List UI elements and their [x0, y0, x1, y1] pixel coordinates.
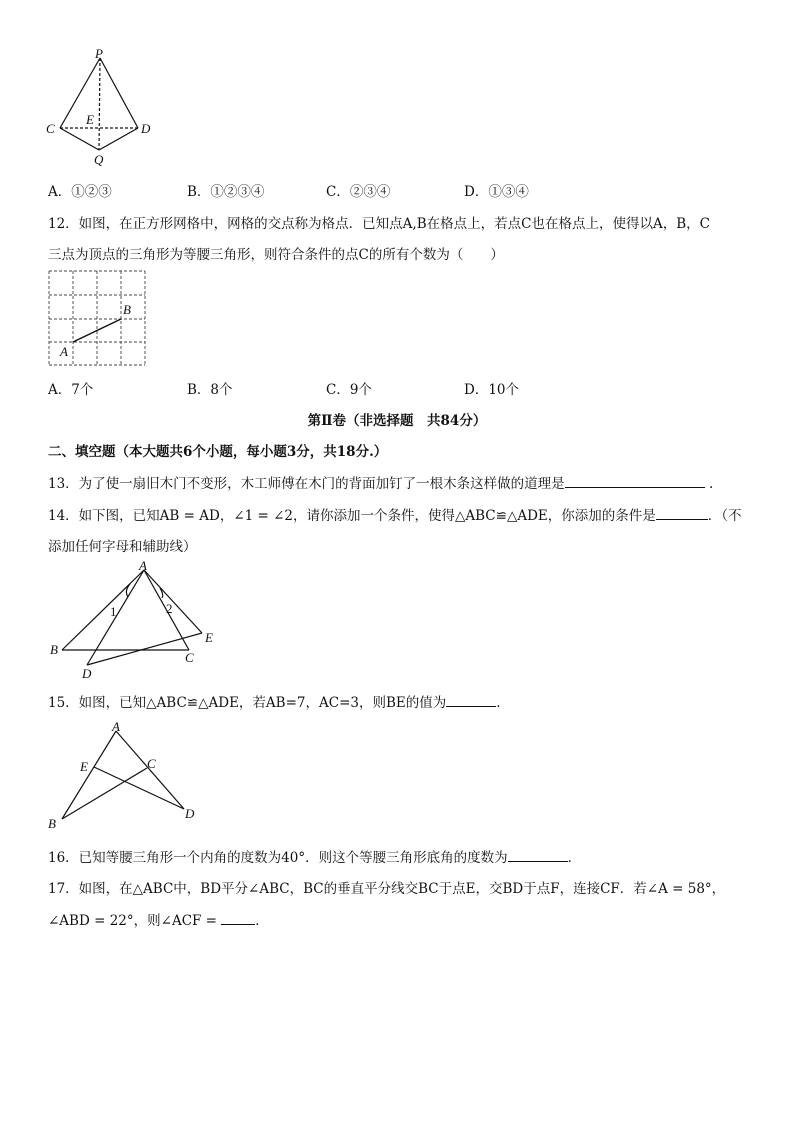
q17-line2: [48, 909, 269, 929]
label-c: C: [185, 650, 194, 665]
q15-end: ．: [496, 695, 510, 711]
label-b: B: [123, 302, 131, 317]
figure-grid-ab: [44, 268, 154, 368]
label-a: A: [60, 344, 68, 359]
label-p: P: [95, 48, 103, 61]
q14-answer-blank[interactable]: [656, 507, 708, 520]
q17-end: ．: [255, 913, 269, 929]
edge-cq: [60, 128, 99, 150]
label-a: A: [112, 719, 120, 734]
q17-answer-blank[interactable]: [221, 912, 255, 925]
q12-option-c: C．9个: [326, 382, 372, 398]
q16-text: 16．已知等腰三角形一个内角的度数为40°．则这个等腰三角形底角的度数为: [48, 850, 508, 866]
edge-pc: [60, 58, 100, 128]
label-d: D: [141, 121, 151, 136]
label-b: B: [50, 642, 58, 657]
segment-bc: [62, 768, 147, 819]
q16-end: ．: [567, 850, 582, 866]
label-angle-2: 2: [166, 601, 173, 616]
q16: [48, 846, 581, 866]
label-e: E: [86, 112, 94, 127]
label-b: B: [48, 816, 56, 831]
figure-triangles-abc-ade: [44, 558, 234, 683]
segment-ae: [144, 570, 202, 633]
q11-option-d: D．①③④: [464, 184, 529, 200]
q13-text: 13．为了使一扇旧木门不变形，木工师傅在木门的背面加钉了一根木条这样做的道理是: [48, 476, 565, 492]
figure-kite-pcqd: [40, 48, 170, 173]
diagonal-pq: [99, 58, 100, 150]
q12-option-a: A．7个: [48, 382, 94, 398]
q13-end: .: [708, 476, 714, 492]
q15-answer-blank[interactable]: [446, 694, 496, 707]
q17-text: ∠ABD = 22°，则∠ACF =: [48, 913, 217, 929]
q12-option-d: D．10个: [464, 382, 520, 398]
edge-dq: [99, 128, 138, 150]
figure-triangles-abc-ade-2: [44, 716, 214, 831]
label-a: A: [139, 558, 147, 573]
q13: [48, 472, 713, 492]
label-e: E: [80, 759, 88, 774]
label-d: D: [82, 666, 92, 681]
q11-option-a: A．①②③: [48, 184, 112, 200]
q15: [48, 691, 510, 711]
label-e: E: [205, 630, 213, 645]
q16-answer-blank[interactable]: [508, 849, 568, 862]
q12-option-b: B．8个: [187, 382, 233, 398]
label-c: C: [147, 756, 156, 771]
q11-option-c: C．②③④: [326, 184, 391, 200]
label-angle-1: 1: [110, 604, 117, 619]
edge-pd: [100, 58, 138, 128]
q15-text: 15．如图，已知△ABC≌△ADE，若AB=7，AC=3，则BE的值为: [48, 695, 447, 711]
q12-line1: 12．如图，在正方形网格中，网格的交点称为格点．已知点A,B在格点上，若点C也在格点上，使得以A，B，C: [48, 216, 710, 232]
q14-line1: [48, 504, 742, 524]
label-d: D: [185, 806, 195, 821]
q12-line2: 三点为顶点的三角形为等腰三角形，则符合条件的点C的所有个数为（ ）: [48, 247, 504, 263]
q17-line1: 17．如图，在△ABC中，BD平分∠ABC，BC的垂直平分线交BC于点E，交BD于点F，连接CF．若∠A = 58°，: [48, 881, 726, 897]
label-q: Q: [94, 152, 104, 167]
q14-text: 14．如下图，已知AB = AD，∠1 = ∠2，请你添加一个条件，使得△ABC≌△ADE，你添加的条件是: [48, 508, 656, 524]
q13-answer-blank[interactable]: [565, 475, 705, 488]
q14-after: ．（不: [707, 508, 742, 524]
label-c: C: [46, 121, 55, 136]
part2-title: 第Ⅱ卷（非选择题 共84分）: [307, 413, 487, 429]
q14-line2: 添加任何字母和辅助线）: [48, 539, 197, 555]
q11-option-b: B．①②③④: [187, 184, 265, 200]
segment-ab: [62, 731, 116, 819]
section2-title: 二、填空题（本大题共6个小题，每小题3分，共18分.）: [48, 444, 388, 460]
